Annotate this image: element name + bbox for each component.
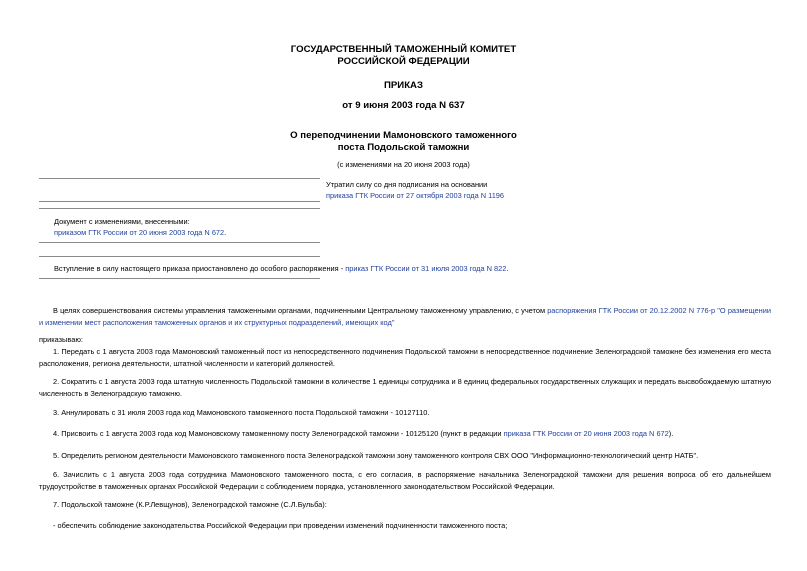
document-title-line-1: О переподчинении Мамоновского таможенного xyxy=(290,130,517,141)
changes-suffix: . xyxy=(224,228,227,237)
item-3: 3. Аннулировать с 31 июля 2003 года код Мамоновского таможенного поста Подольской таможни - 10127110. xyxy=(53,408,430,417)
preamble-link[interactable]: распоряжения ГТК России от 20.12.2002 N 776-р "О размещении и изменении мест расположения таможенных органов и их структурных подразделений, имеющих код" xyxy=(39,306,771,327)
suspension-text: Вступление в силу настоящего приказа приостановлено до особого распоряжения - xyxy=(54,264,346,273)
item-1: 1. Передать с 1 августа 2003 года Мамоновский таможенный пост из непосредственного подчинения Подольской таможни в непосредственное подчинение Зеленоградской таможне без изменения его места расположения, региона деятельности, штатной численности и категорий должностей. xyxy=(39,347,771,368)
item-4-link[interactable]: приказа ГТК России от 20 июня 2003 года N 672 xyxy=(503,429,669,438)
item-4-text: 4. Присвоить с 1 августа 2003 года код Мамоновскому таможенному посту Зеленоградской таможни - 10125120 (пункт в редакции xyxy=(53,429,504,438)
amendments-note: (с изменениями на 20 июня 2003 года) xyxy=(337,160,470,169)
divider xyxy=(39,201,320,202)
suspension-suffix: . xyxy=(506,264,509,273)
item-6: 6. Зачислить с 1 августа 2003 года сотрудника Мамоновского таможенного поста, с его согласия, в распоряжение начальника Зеленоградской таможни для решения вопроса об его дальнейшем трудоустройстве в таможенных органах Российской Федерации с соблюдением порядка, установленного законодательством Российской Федерации. xyxy=(39,470,771,491)
divider xyxy=(39,208,320,209)
item-7: 7. Подольской таможне (К.Р.Левщунов), Зеленоградской таможне (С.Л.Бульба): xyxy=(53,500,327,509)
preamble xyxy=(39,305,771,328)
divider xyxy=(39,242,320,243)
changes-line xyxy=(54,228,226,238)
repeal-note: Утратил силу со дня подписания на основании xyxy=(326,180,488,189)
suspension-note xyxy=(54,264,508,274)
issuer-line-2: РОССИЙСКОЙ ФЕДЕРАЦИИ xyxy=(337,56,470,67)
item-7-subpoint: - обеспечить соблюдение законодательства Российской Федерации при проведении изменений подчиненности таможенного поста; xyxy=(53,521,508,530)
item-4-suffix: ). xyxy=(668,429,674,438)
amending-order-link[interactable]: приказом ГТК России от 20 июня 2003 года N 672 xyxy=(54,228,225,237)
divider xyxy=(39,278,320,279)
divider xyxy=(39,178,320,179)
preamble-text: В целях совершенствования системы управления таможенными органами, подчиненными Центральному таможенному управлению, с учетом xyxy=(53,306,548,315)
item-2: 2. Сократить с 1 августа 2003 года штатную численность Подольской таможни в количестве 1 единицы сотрудника и 8 единиц федеральных государственных служащих и передать высвобождаемую штатную численность в Зеленоградскую таможню. xyxy=(39,377,771,398)
item-5: 5. Определить регионом деятельности Мамоновского таможенного поста Зеленоградской таможни зону таможенного контроля СВХ ООО "Информационно-технологический центр НАТБ". xyxy=(53,451,699,460)
item-4 xyxy=(39,428,771,440)
document-title-line-2: поста Подольской таможни xyxy=(337,142,470,153)
changes-label: Документ с изменениями, внесенными: xyxy=(54,217,190,226)
order-word: приказываю: xyxy=(39,335,83,344)
suspension-order-link[interactable]: приказ ГТК России от 31 июля 2003 года N 822 xyxy=(345,264,507,273)
divider xyxy=(39,256,320,257)
repeal-order-link[interactable]: приказа ГТК России от 27 октября 2003 года N 1196 xyxy=(326,191,505,200)
document-date-number: от 9 июня 2003 года N 637 xyxy=(342,100,465,111)
document-type: ПРИКАЗ xyxy=(384,80,423,91)
issuer-line-1: ГОСУДАРСТВЕННЫЙ ТАМОЖЕННЫЙ КОМИТЕТ xyxy=(290,44,517,55)
